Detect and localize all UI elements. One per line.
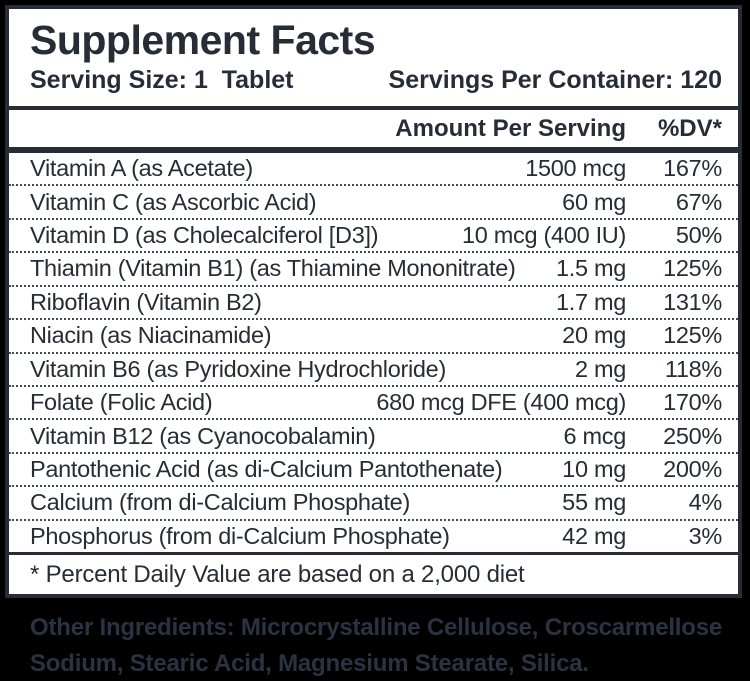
serving-info-row [30,66,722,95]
nutrient-name: Riboflavin (Vitamin B2) [30,288,262,315]
nutrient-name: Thiamin (Vitamin B1) (as Thiamine Mononitrate) [30,255,516,282]
nutrient-amount: 680 mcg DFE (400 mcg) [376,389,626,416]
nutrient-amount: 55 mg [562,489,626,516]
page-title: Supplement Facts [30,17,376,63]
nutrient-amount: 1.5 mg [555,255,626,282]
table-row [9,352,738,385]
amount-per-serving-header: Amount Per Serving [395,114,626,142]
nutrient-name: Vitamin B6 (as Pyridoxine Hydrochloride) [30,355,446,382]
table-row [9,418,738,451]
nutrient-percent-dv: 118% [664,355,722,382]
nutrient-name: Vitamin A (as Acetate) [30,155,253,182]
nutrient-percent-dv: 167% [663,155,722,182]
table-row [9,285,738,318]
nutrient-percent-dv: 67% [675,188,722,215]
nutrient-percent-dv: 200% [663,456,722,482]
nutrient-name: Phosphorus (from di-Calcium Phosphate) [30,522,450,549]
nutrient-percent-dv: 50% [675,222,722,249]
other-ingredients-text [30,610,730,681]
table-row [9,318,738,351]
nutrient-amount: 42 mg [562,522,626,549]
nutrient-percent-dv: 125% [663,322,722,349]
nutrient-amount: 1500 mcg [525,155,626,182]
serving-size-text: Serving Size: 1 Tablet [30,66,294,95]
table-row [9,184,738,217]
nutrient-percent-dv: 125% [663,255,722,282]
percent-dv-header: %DV* [657,114,722,142]
nutrient-percent-dv: 170% [663,389,722,416]
daily-value-footnote: * Percent Daily Value are based on a 2,000 diet [9,552,738,594]
servings-per-container-text: Servings Per Container: 120 [388,66,722,95]
nutrient-name: Niacin (as Niacinamide) [30,322,272,349]
table-row [9,485,738,518]
table-row [9,153,738,184]
nutrient-percent-dv: 4% [688,489,722,516]
nutrient-amount: 10 mg [562,456,626,482]
nutrient-name: Vitamin B12 (as Cyanocobalamin) [30,422,376,449]
table-row [9,251,738,284]
nutrient-name: Calcium (from di-Calcium Phosphate) [30,489,410,516]
nutrient-amount: 20 mg [562,322,626,349]
table-row [9,218,738,251]
nutrient-amount: 10 mcg (400 IU) [462,222,626,249]
table-row [9,385,738,418]
nutrient-amount: 6 mcg [563,422,626,449]
table-row [9,519,738,552]
nutrient-percent-dv: 3% [688,522,722,549]
nutrient-name: Pantothenic Acid (as di-Calcium Pantothenate) [30,456,503,482]
nutrient-amount: 1.7 mg [555,288,626,315]
title-section [9,9,738,106]
supplement-facts-panel [5,5,742,598]
nutrient-name: Folate (Folic Acid) [30,389,213,416]
column-header-row [9,106,738,147]
nutrient-name: Vitamin C (as Ascorbic Acid) [30,188,317,215]
nutrient-percent-dv: 250% [663,422,722,449]
nutrient-rows [9,147,738,552]
nutrient-amount: 2 mg [574,355,626,382]
nutrient-percent-dv: 131% [663,288,722,315]
nutrient-name: Vitamin D (as Cholecalciferol [D3]) [30,222,379,249]
table-row [9,452,738,485]
nutrient-amount: 60 mg [562,188,626,215]
other-ingredients-line-2: Sodium, Stearic Acid, Magnesium Stearate, Silica. [30,650,589,677]
other-ingredients-line-1: Other Ingredients: Microcrystalline Cellulose, Croscarmellose [30,614,723,641]
